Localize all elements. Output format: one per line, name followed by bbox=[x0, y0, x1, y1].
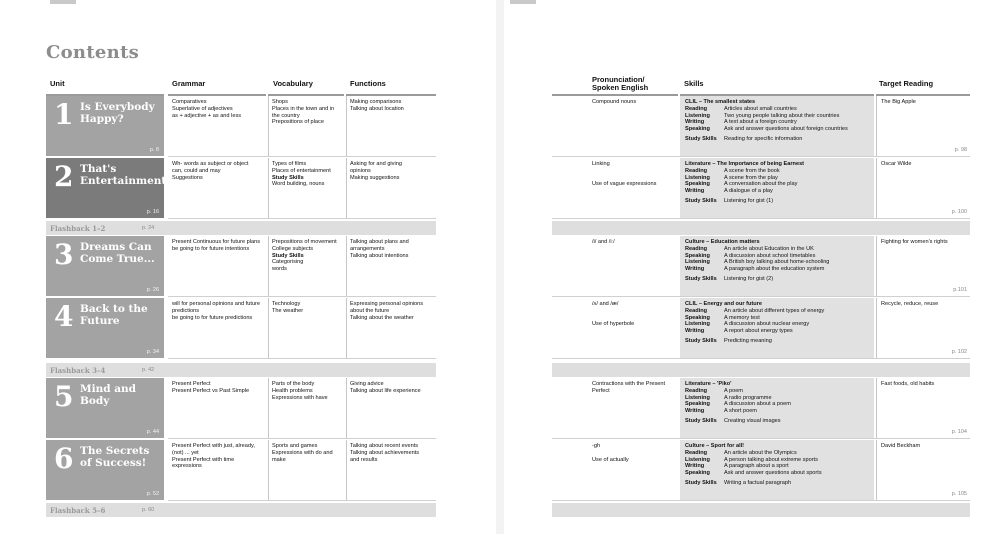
row-divider bbox=[168, 500, 436, 501]
skill-activity: An article about different types of energy bbox=[724, 307, 825, 314]
unit-title: Dreams Can Come True... bbox=[80, 241, 155, 265]
text-line: Prepositions of place bbox=[272, 119, 324, 126]
skill-activity: A poem bbox=[724, 387, 743, 394]
grammar-cell bbox=[172, 99, 266, 119]
study-skills-text: Listening for gist (2) bbox=[724, 275, 774, 282]
skill-type: Writing bbox=[685, 408, 705, 415]
study-skills-text: Listening for gist (1) bbox=[724, 197, 774, 204]
text-line: Talking about location bbox=[350, 105, 404, 112]
skill-activity: A discussion about a poem bbox=[724, 401, 791, 408]
skill-activity: A paragraph about a sport bbox=[724, 463, 789, 470]
unit-block bbox=[46, 378, 164, 438]
cell-bg bbox=[346, 236, 347, 296]
skills-cell bbox=[680, 236, 874, 296]
skill-type: Speaking bbox=[685, 314, 710, 321]
skill-activity: A memory test bbox=[724, 314, 760, 321]
text-line: will for personal opinions and future bbox=[172, 301, 260, 307]
flashback-label: Flashback 5–6 bbox=[50, 506, 106, 515]
skill-activity: A discussion about school timetables bbox=[724, 252, 816, 259]
skills-cell bbox=[680, 158, 874, 218]
skill-activity: A report about energy types bbox=[724, 328, 793, 335]
skill-activity: A short poem bbox=[724, 408, 757, 415]
skills-row bbox=[685, 106, 871, 113]
skill-type: Listening bbox=[685, 321, 710, 328]
unit-number: 3 bbox=[54, 238, 74, 271]
header-skills: Skills bbox=[684, 79, 704, 88]
target-reading-text: David Beckham bbox=[881, 443, 921, 449]
skills-row bbox=[685, 246, 871, 253]
text-line: Giving advice bbox=[350, 381, 384, 387]
vocabulary-cell bbox=[272, 381, 344, 401]
skills-row bbox=[685, 188, 871, 195]
flashback-page: p. 42 bbox=[142, 367, 155, 373]
row-divider bbox=[552, 218, 970, 219]
skills-row bbox=[685, 181, 871, 188]
target-reading-text: Oscar Wilde bbox=[881, 161, 912, 167]
skill-type: Listening bbox=[685, 456, 710, 463]
skill-activity: Two young people talking about their countries bbox=[724, 112, 840, 119]
skills-row bbox=[685, 321, 871, 328]
header-rule bbox=[346, 94, 436, 96]
vocabulary-cell bbox=[272, 161, 344, 188]
text-line: /i/ and /iː/ bbox=[592, 239, 615, 245]
unit-title: The Secrets of Success! bbox=[80, 445, 150, 469]
text-line: Categorising bbox=[272, 259, 304, 266]
study-skills-text: Writing a factual paragraph bbox=[724, 479, 792, 486]
target-reading-text: The Big Apple bbox=[881, 99, 916, 105]
skills-row bbox=[685, 253, 871, 260]
cell-bg bbox=[346, 158, 347, 218]
text-line: and results bbox=[350, 456, 378, 463]
grammar-cell bbox=[172, 381, 266, 395]
flashback-bar bbox=[46, 363, 436, 377]
skills-row bbox=[685, 266, 871, 273]
unit-page-number: p. 44 bbox=[146, 429, 159, 435]
functions-cell bbox=[350, 161, 436, 181]
target-reading-cell bbox=[876, 440, 970, 500]
unit-title: That's Entertainment! bbox=[80, 163, 171, 187]
skills-row bbox=[685, 175, 871, 182]
skill-type: Writing bbox=[685, 463, 705, 470]
text-line: Suggestions bbox=[172, 174, 203, 181]
skill-type: Listening bbox=[685, 112, 710, 119]
cell-bg bbox=[268, 236, 269, 296]
skill-type: Writing bbox=[685, 119, 705, 126]
skill-type: Reading bbox=[685, 449, 708, 456]
cell-bg bbox=[346, 440, 347, 500]
page-tab bbox=[510, 0, 536, 4]
text-line: predictions bbox=[172, 307, 200, 314]
skills-row bbox=[685, 113, 871, 120]
unit-number: 2 bbox=[54, 160, 74, 193]
unit-block bbox=[46, 158, 171, 218]
text-line: Health problems bbox=[272, 387, 313, 394]
text-line: Expressions with have bbox=[272, 394, 328, 401]
left-page bbox=[0, 0, 496, 534]
vocab-study-skills: Study Skills bbox=[272, 252, 304, 259]
vocabulary-cell bbox=[272, 301, 344, 315]
skill-activity: A person talking about extreme sports bbox=[724, 456, 818, 463]
skills-row bbox=[685, 328, 871, 335]
functions-cell bbox=[350, 443, 436, 463]
flashback-page: p. 24 bbox=[142, 225, 155, 231]
flashback-page: p. 60 bbox=[142, 507, 155, 513]
study-skills-label: Study Skills bbox=[685, 197, 717, 204]
text-line: Present Perfect with just, already, bbox=[172, 443, 255, 449]
text-line: Wh- words as subject or object bbox=[172, 161, 249, 167]
unit-page-number: p. 52 bbox=[146, 491, 159, 497]
right-page-number: p. 105 bbox=[951, 491, 967, 497]
header-rule bbox=[268, 94, 344, 96]
skills-heading: Literature – 'Piko' bbox=[685, 381, 732, 387]
target-reading-cell bbox=[876, 236, 970, 296]
cell-bg bbox=[346, 298, 347, 358]
row-divider bbox=[168, 156, 436, 157]
cell-bg bbox=[268, 158, 269, 218]
unit-number: 4 bbox=[54, 300, 74, 333]
pronunciation-cell bbox=[592, 161, 676, 188]
skills-heading: Culture – Education matters bbox=[685, 239, 760, 245]
row-divider bbox=[552, 500, 970, 501]
text-line bbox=[592, 168, 676, 175]
flashback-bar bbox=[552, 503, 970, 517]
skills-cell bbox=[680, 378, 874, 438]
skills-row bbox=[685, 315, 871, 322]
right-page-number: p. 104 bbox=[951, 429, 967, 435]
cell-bg bbox=[268, 440, 269, 500]
text-line: as + adjective + as and less bbox=[172, 112, 242, 119]
text-line: Compound nouns bbox=[592, 99, 637, 105]
skills-heading: Culture – Sport for all! bbox=[685, 443, 745, 449]
skill-type: Speaking bbox=[685, 401, 710, 408]
text-line: Making suggestions bbox=[350, 174, 400, 181]
study-skills-label: Study Skills bbox=[685, 479, 717, 486]
header-grammar: Grammar bbox=[172, 79, 206, 88]
target-reading-text: Recycle, reduce, reuse bbox=[881, 301, 939, 307]
skills-list bbox=[685, 99, 871, 143]
text-line bbox=[592, 175, 676, 182]
text-line: about the future bbox=[350, 307, 390, 314]
header-pronunciation: Pronunciation/ Spoken English bbox=[592, 75, 649, 92]
skill-type: Speaking bbox=[685, 252, 710, 259]
text-line: Perfect bbox=[592, 387, 610, 394]
skill-activity: An article about Education in the UK bbox=[724, 245, 814, 252]
text-line: Word building, nouns bbox=[272, 181, 325, 188]
skill-type: Speaking bbox=[685, 126, 710, 133]
text-line: Talking about recent events bbox=[350, 443, 419, 449]
skill-activity: A scene from the play bbox=[724, 174, 778, 181]
skills-list bbox=[685, 381, 871, 425]
text-line: Talking about the weather bbox=[350, 314, 414, 321]
text-line: Places in the town and in bbox=[272, 105, 335, 112]
target-reading-cell bbox=[876, 298, 970, 358]
target-reading-text: Fighting for women's rights bbox=[881, 239, 948, 245]
text-line: Making comparisons bbox=[350, 99, 402, 105]
unit-number: 6 bbox=[54, 442, 74, 475]
text-line: expressions bbox=[172, 463, 202, 470]
skills-heading: Literature – The Importance of being Earnest bbox=[685, 161, 805, 167]
functions-cell bbox=[350, 239, 436, 259]
right-page-number: p. 102 bbox=[951, 349, 967, 355]
skill-activity: A conversation about the play bbox=[724, 181, 798, 188]
text-line: The weather bbox=[272, 307, 304, 314]
skill-activity: Ask and answer questions about foreign countries bbox=[724, 126, 848, 133]
text-line: Use of actually bbox=[592, 456, 629, 463]
cell-bg bbox=[346, 378, 347, 438]
skills-row bbox=[685, 395, 871, 402]
unit-title: Back to the Future bbox=[80, 303, 148, 327]
skill-type: Listening bbox=[685, 259, 710, 266]
pronunciation-cell bbox=[592, 381, 676, 395]
cell-bg bbox=[346, 96, 347, 156]
skills-row bbox=[685, 388, 871, 395]
skills-row bbox=[685, 119, 871, 126]
right-page-number: p. 98 bbox=[954, 147, 967, 153]
cell-bg bbox=[268, 298, 269, 358]
skill-type: Listening bbox=[685, 394, 710, 401]
skill-type: Writing bbox=[685, 328, 705, 335]
unit-block bbox=[46, 96, 164, 156]
text-line: Talking about life experience bbox=[350, 387, 421, 394]
text-line: Contractions with the Present bbox=[592, 381, 666, 387]
row-divider bbox=[552, 156, 970, 157]
pronunciation-cell bbox=[592, 99, 676, 106]
cell-bg bbox=[268, 378, 269, 438]
study-skills-row bbox=[685, 136, 871, 143]
skill-activity: Articles about small countries bbox=[724, 105, 797, 112]
study-skills-label: Study Skills bbox=[685, 135, 717, 142]
text-line: Talking about intentions bbox=[350, 252, 409, 259]
text-line: Talking about plans and bbox=[350, 239, 409, 245]
skills-row bbox=[685, 450, 871, 457]
skill-type: Reading bbox=[685, 307, 708, 314]
vocab-study-skills: Study Skills bbox=[272, 174, 304, 181]
header-vocabulary: Vocabulary bbox=[273, 79, 313, 88]
page-tab bbox=[50, 0, 76, 4]
text-line: (not) ... yet bbox=[172, 449, 199, 456]
header-functions: Functions bbox=[350, 79, 386, 88]
study-skills-row bbox=[685, 480, 871, 487]
unit-number: 5 bbox=[54, 380, 74, 413]
skill-type: Writing bbox=[685, 266, 705, 273]
skills-row bbox=[685, 259, 871, 266]
text-line: College subjects bbox=[272, 245, 314, 252]
skills-list bbox=[685, 301, 871, 345]
text-line: words bbox=[272, 266, 287, 273]
skill-type: Listening bbox=[685, 174, 710, 181]
functions-cell bbox=[350, 99, 436, 113]
skill-activity: A paragraph about the education system bbox=[724, 266, 825, 273]
flashback-bar bbox=[552, 221, 970, 235]
vocabulary-cell bbox=[272, 99, 344, 126]
header-unit: Unit bbox=[50, 79, 65, 88]
text-line: can, could and may bbox=[172, 167, 221, 174]
study-skills-text: Reading for specific information bbox=[724, 135, 803, 142]
skills-row bbox=[685, 463, 871, 470]
row-divider bbox=[552, 438, 970, 439]
text-line: Present Perfect with time bbox=[172, 456, 235, 463]
skill-activity: A radio programme bbox=[724, 394, 772, 401]
skill-type: Reading bbox=[685, 387, 708, 394]
grammar-cell bbox=[172, 161, 266, 181]
row-divider bbox=[168, 358, 436, 359]
unit-page-number: p. 34 bbox=[146, 349, 159, 355]
skill-type: Reading bbox=[685, 245, 708, 252]
text-line: arrangements bbox=[350, 245, 385, 252]
skill-activity: An article about the Olympics bbox=[724, 449, 797, 456]
text-line bbox=[592, 308, 676, 315]
right-page bbox=[504, 0, 1000, 534]
study-skills-label: Study Skills bbox=[685, 337, 717, 344]
flashback-label: Flashback 3–4 bbox=[50, 366, 106, 375]
skill-type: Speaking bbox=[685, 181, 710, 188]
unit-page-number: p. 26 bbox=[146, 287, 159, 293]
target-reading-cell bbox=[876, 378, 970, 438]
row-divider bbox=[552, 296, 970, 297]
text-line: Expressing personal opinions bbox=[350, 301, 424, 307]
text-line: /ʌ/ and /æ/ bbox=[592, 301, 619, 307]
text-line bbox=[592, 315, 676, 322]
text-line: Shops bbox=[272, 99, 288, 105]
text-line: Types of films bbox=[272, 161, 307, 167]
skill-type: Reading bbox=[685, 105, 708, 112]
unit-page-number: p. 8 bbox=[149, 147, 159, 153]
text-line bbox=[592, 450, 676, 457]
flashback-label: Flashback 1–2 bbox=[50, 224, 106, 233]
skill-type: Speaking bbox=[685, 470, 710, 477]
unit-block bbox=[46, 236, 164, 296]
row-divider bbox=[168, 218, 436, 219]
skill-activity: A text about a foreign country bbox=[724, 119, 797, 126]
skill-type: Reading bbox=[685, 167, 708, 174]
text-line: Superlative of adjectives bbox=[172, 105, 233, 112]
text-line: Parts of the body bbox=[272, 381, 315, 387]
pronunciation-cell bbox=[592, 443, 676, 463]
grammar-cell bbox=[172, 239, 266, 253]
study-skills-row bbox=[685, 338, 871, 345]
flashback-bar bbox=[46, 503, 436, 517]
study-skills-label: Study Skills bbox=[685, 417, 717, 424]
pronunciation-cell bbox=[592, 239, 676, 246]
text-line: Places of entertainment bbox=[272, 167, 331, 174]
text-line: Present Continuous for future plans bbox=[172, 239, 260, 245]
text-line: Expressions with do and bbox=[272, 449, 333, 456]
right-page-number: p.101 bbox=[953, 287, 967, 293]
target-reading-cell bbox=[876, 96, 970, 156]
row-divider bbox=[552, 358, 970, 359]
text-line: Sports and games bbox=[272, 443, 318, 449]
skill-activity: A scene from the book bbox=[724, 167, 780, 174]
pronunciation-cell bbox=[592, 301, 676, 328]
skills-cell bbox=[680, 440, 874, 500]
skills-heading: CLIL – Energy and our future bbox=[685, 301, 762, 307]
text-line: Use of hyperbole bbox=[592, 321, 635, 328]
flashback-bar bbox=[46, 221, 436, 235]
text-line: Present Perfect vs Past Simple bbox=[172, 387, 250, 394]
skills-row bbox=[685, 126, 871, 133]
grammar-cell bbox=[172, 443, 266, 470]
skills-row bbox=[685, 401, 871, 408]
unit-number: 1 bbox=[54, 98, 74, 131]
skills-row bbox=[685, 408, 871, 415]
text-line: -gh bbox=[592, 443, 601, 449]
study-skills-row bbox=[685, 276, 871, 283]
skill-activity: A dialogue of a play bbox=[724, 188, 773, 195]
text-line: Linking bbox=[592, 161, 610, 167]
study-skills-text: Predicting meaning bbox=[724, 337, 772, 344]
unit-page-number: p. 16 bbox=[146, 209, 159, 215]
row-divider bbox=[168, 296, 436, 297]
unit-title: Is Everybody Happy? bbox=[80, 101, 155, 125]
skills-heading: CLIL – The smallest states bbox=[685, 99, 756, 105]
skills-list bbox=[685, 443, 871, 487]
text-line: be going to for future predictions bbox=[172, 314, 253, 321]
skills-row bbox=[685, 470, 871, 477]
row-divider bbox=[168, 438, 436, 439]
skills-list bbox=[685, 239, 871, 283]
unit-title: Mind and Body bbox=[80, 383, 137, 407]
text-line: Present Perfect bbox=[172, 381, 211, 387]
skill-activity: Ask and answer questions about sports bbox=[724, 470, 822, 477]
text-line: opinions bbox=[350, 167, 371, 174]
text-line: Use of vague expressions bbox=[592, 181, 657, 188]
unit-block bbox=[46, 298, 164, 358]
functions-cell bbox=[350, 381, 436, 395]
skills-row bbox=[685, 457, 871, 464]
skills-list bbox=[685, 161, 871, 205]
grammar-cell bbox=[172, 301, 266, 321]
text-line: be going to for future intentions bbox=[172, 245, 250, 252]
flashback-bar bbox=[552, 363, 970, 377]
study-skills-row bbox=[685, 418, 871, 425]
text-line: Comparatives bbox=[172, 99, 207, 105]
vocabulary-cell bbox=[272, 443, 344, 463]
page-title: Contents bbox=[46, 42, 140, 63]
skill-type: Writing bbox=[685, 188, 705, 195]
skills-cell bbox=[680, 298, 874, 358]
study-skills-row bbox=[685, 198, 871, 205]
text-line: Talking about achievements bbox=[350, 449, 420, 456]
skill-activity: A British boy talking about home-schooling bbox=[724, 259, 830, 266]
skills-cell bbox=[680, 96, 874, 156]
right-page-number: p. 100 bbox=[951, 209, 967, 215]
vocabulary-cell bbox=[272, 239, 344, 273]
target-reading-cell bbox=[876, 158, 970, 218]
header-rule bbox=[552, 94, 678, 96]
skills-row bbox=[685, 168, 871, 175]
text-line: the country bbox=[272, 112, 300, 119]
text-line: Asking for and giving bbox=[350, 161, 402, 167]
text-line: make bbox=[272, 456, 286, 463]
target-reading-text: Fast foods, old habits bbox=[881, 381, 935, 387]
header-target-reading: Target Reading bbox=[879, 79, 934, 88]
cell-bg bbox=[268, 96, 269, 156]
skill-activity: A discussion about nuclear energy bbox=[724, 321, 810, 328]
skills-row bbox=[685, 308, 871, 315]
header-rule bbox=[168, 94, 266, 96]
study-skills-text: Creating visual images bbox=[724, 417, 781, 424]
text-line: Prepositions of movement bbox=[272, 239, 337, 245]
study-skills-label: Study Skills bbox=[685, 275, 717, 282]
unit-block bbox=[46, 440, 164, 500]
text-line: Technology bbox=[272, 301, 301, 307]
functions-cell bbox=[350, 301, 436, 321]
